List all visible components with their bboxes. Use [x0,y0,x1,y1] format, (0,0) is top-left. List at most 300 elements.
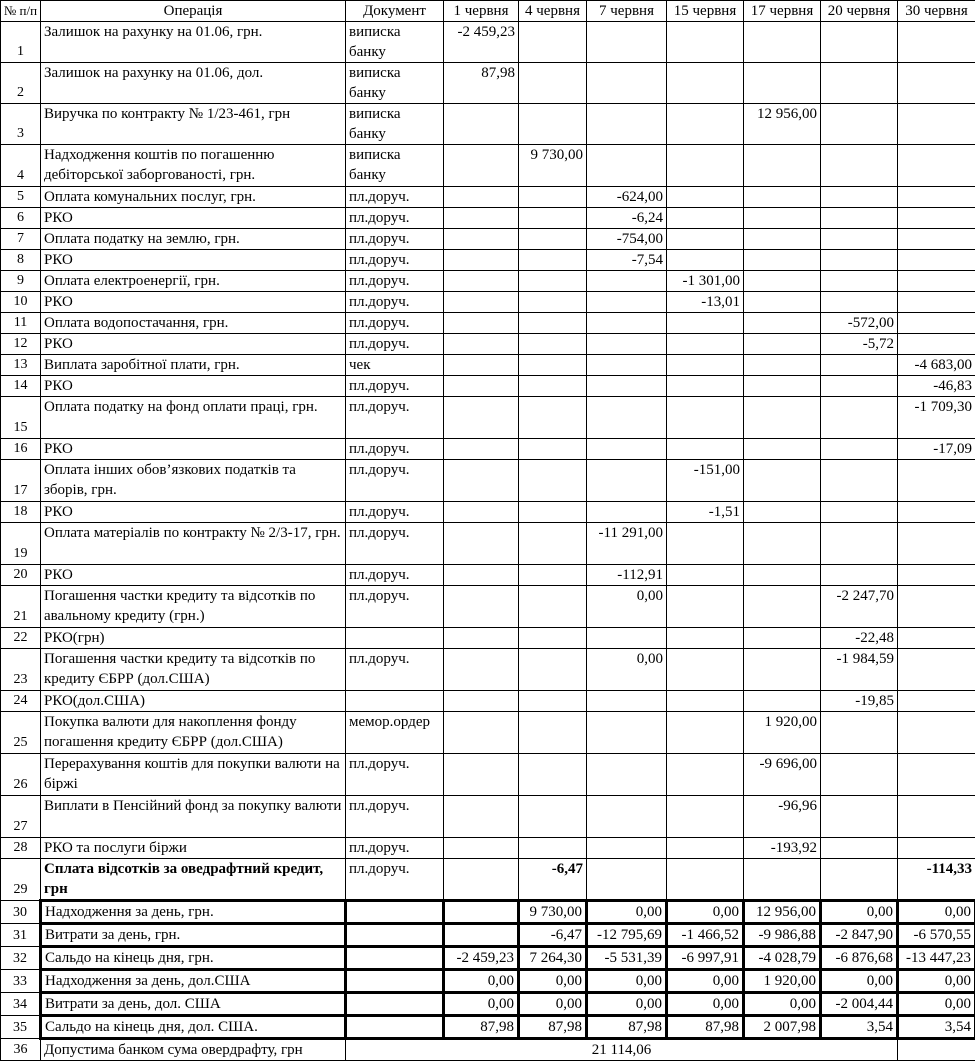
table-row [1,838,975,859]
table-row [1,947,975,970]
value-cell [444,796,519,838]
table-row [1,104,975,145]
row-number-cell: 18 [1,502,41,523]
value-cell: 3,54 [821,1016,898,1039]
value-cell [744,355,821,376]
operation-cell: Оплата інших обов’язкових податків та зборів, грн. [41,460,346,502]
value-cell [519,565,587,586]
value-cell: 7 264,30 [519,947,587,970]
value-cell: 9 730,00 [519,145,587,187]
table-row [1,439,975,460]
table-row [1,1016,975,1039]
document-cell: пл.доруч. [346,376,444,397]
value-cell: 0,00 [821,970,898,993]
value-cell: 0,00 [667,970,744,993]
table-row [1,691,975,712]
value-cell: -1 709,30 [898,397,975,439]
value-cell [519,250,587,271]
operation-cell: Оплата електроенергії, грн. [41,271,346,292]
value-cell: -6 570,55 [898,924,975,947]
value-cell: 87,98 [444,63,519,104]
value-cell [587,313,667,334]
row-number-cell: 19 [1,523,41,565]
row-number-cell: 32 [1,947,41,970]
value-cell [821,796,898,838]
value-cell [821,355,898,376]
document-cell: пл.доруч. [346,313,444,334]
operation-cell: Сальдо на кінець дня, дол. США. [41,1016,346,1039]
value-cell [667,523,744,565]
value-cell: 1 920,00 [744,970,821,993]
value-cell [821,523,898,565]
value-cell [898,334,975,355]
value-cell [667,397,744,439]
value-cell: -7,54 [587,250,667,271]
document-cell: мемор.ордер [346,712,444,754]
row-number-cell: 11 [1,313,41,334]
value-cell [444,355,519,376]
value-cell [744,523,821,565]
value-cell [444,313,519,334]
value-cell [519,523,587,565]
value-cell [587,712,667,754]
value-cell [587,22,667,63]
value-cell: -22,48 [821,628,898,649]
value-cell [744,145,821,187]
value-cell: -13 447,23 [898,947,975,970]
operation-cell: Виплати в Пенсійний фонд за покупку валюти [41,796,346,838]
operation-cell: РКО [41,376,346,397]
value-cell: -4 028,79 [744,947,821,970]
value-cell [519,586,587,628]
value-cell: 0,00 [587,970,667,993]
value-cell: 0,00 [444,970,519,993]
operation-cell: Надходження коштів по погашенню дебіторської заборгованості, грн. [41,145,346,187]
value-cell [821,292,898,313]
value-cell [898,796,975,838]
value-cell [744,691,821,712]
value-cell [667,145,744,187]
table-row [1,649,975,691]
value-cell [744,313,821,334]
value-cell [587,691,667,712]
value-cell: 0,00 [744,993,821,1016]
document-cell [346,970,444,993]
value-cell [898,104,975,145]
value-cell [444,502,519,523]
header-row [1,1,975,22]
value-cell: -2 247,70 [821,586,898,628]
value-cell: 0,00 [667,901,744,924]
value-cell: -4 683,00 [898,355,975,376]
value-cell [821,397,898,439]
value-cell [519,292,587,313]
table-row [1,229,975,250]
value-cell [444,838,519,859]
operation-cell: РКО та послуги біржи [41,838,346,859]
value-cell: 12 956,00 [744,901,821,924]
value-cell [898,691,975,712]
value-cell [519,754,587,796]
document-cell: пл.доруч. [346,586,444,628]
value-cell [898,712,975,754]
value-cell [444,901,519,924]
row-number-cell: 4 [1,145,41,187]
document-cell: пл.доруч. [346,460,444,502]
value-cell [898,754,975,796]
empty-cell [898,1039,975,1061]
value-cell [444,523,519,565]
value-cell [744,439,821,460]
value-cell [519,397,587,439]
value-cell [667,859,744,901]
value-cell [821,208,898,229]
value-cell: 12 956,00 [744,104,821,145]
value-cell [519,229,587,250]
document-cell: виписка банку [346,22,444,63]
value-cell [519,691,587,712]
value-cell: -193,92 [744,838,821,859]
value-cell [519,104,587,145]
value-cell [667,796,744,838]
operation-cell: Виплата заробітної плати, грн. [41,355,346,376]
value-cell [667,628,744,649]
value-cell: -114,33 [898,859,975,901]
value-cell [519,796,587,838]
table-row [1,712,975,754]
value-cell [821,271,898,292]
column-header-date: 1 червня [444,1,519,22]
document-cell: чек [346,355,444,376]
operation-cell: Виручка по контракту № 1/23-461, грн [41,104,346,145]
value-cell: 3,54 [898,1016,975,1039]
value-cell [821,754,898,796]
value-cell [898,271,975,292]
column-header-number: № п/п [1,1,41,22]
operation-cell: Допустима банком сума овердрафту, грн [41,1039,346,1061]
value-cell [667,649,744,691]
value-cell [744,859,821,901]
value-cell: -96,96 [744,796,821,838]
row-number-cell: 33 [1,970,41,993]
value-cell [444,187,519,208]
value-cell [898,565,975,586]
value-cell [444,439,519,460]
document-cell: виписка банку [346,104,444,145]
document-cell: пл.доруч. [346,334,444,355]
row-number-cell: 14 [1,376,41,397]
value-cell [667,439,744,460]
value-cell [898,22,975,63]
value-cell [821,187,898,208]
value-cell [667,712,744,754]
value-cell: 0,00 [587,649,667,691]
table-row [1,250,975,271]
value-cell: -1 466,52 [667,924,744,947]
value-cell [587,334,667,355]
value-cell: -6,24 [587,208,667,229]
value-cell [444,712,519,754]
value-cell: -12 795,69 [587,924,667,947]
row-number-cell: 10 [1,292,41,313]
value-cell [444,229,519,250]
table-row [1,334,975,355]
value-cell [519,313,587,334]
document-cell: пл.доруч. [346,523,444,565]
operation-cell: РКО [41,208,346,229]
value-cell [821,565,898,586]
value-cell [444,271,519,292]
value-cell: 87,98 [519,1016,587,1039]
value-cell: -1 301,00 [667,271,744,292]
document-cell: пл.доруч. [346,292,444,313]
table-row [1,22,975,63]
value-cell [898,208,975,229]
value-cell [587,376,667,397]
operation-cell: РКО [41,502,346,523]
value-cell [587,796,667,838]
table-row [1,271,975,292]
value-cell [744,63,821,104]
value-cell [519,355,587,376]
value-cell [821,376,898,397]
value-cell [444,250,519,271]
value-cell [898,502,975,523]
value-cell [667,63,744,104]
value-cell [821,250,898,271]
value-cell [519,628,587,649]
operation-cell: Оплата матеріалів по контракту № 2/3-17, грн. [41,523,346,565]
table-row [1,208,975,229]
value-cell: -754,00 [587,229,667,250]
operation-cell: Залишок на рахунку на 01.06, дол. [41,63,346,104]
column-header-date: 17 червня [744,1,821,22]
value-cell: -17,09 [898,439,975,460]
document-cell: пл.доруч. [346,502,444,523]
value-cell [744,187,821,208]
table-row [1,993,975,1016]
operation-cell: Погашення частки кредиту та відсотків по авальному кредиту (грн.) [41,586,346,628]
value-cell: -6,47 [519,924,587,947]
value-cell [667,586,744,628]
document-cell: пл.доруч. [346,208,444,229]
value-cell [821,104,898,145]
value-cell [587,460,667,502]
value-cell: 0,00 [898,901,975,924]
value-cell: 1 920,00 [744,712,821,754]
value-cell [744,649,821,691]
row-number-cell: 34 [1,993,41,1016]
table-row [1,565,975,586]
table-row [1,754,975,796]
operation-cell: Надходження за день, грн. [41,901,346,924]
document-cell [346,691,444,712]
row-number-cell: 27 [1,796,41,838]
column-header-date: 7 червня [587,1,667,22]
value-cell: -2 004,44 [821,993,898,1016]
operation-cell: Покупка валюти для накоплення фонду погашення кредиту ЄБРР (дол.США) [41,712,346,754]
value-cell [519,439,587,460]
row-number-cell: 16 [1,439,41,460]
document-cell: пл.доруч. [346,271,444,292]
value-cell [898,313,975,334]
value-cell [444,924,519,947]
row-number-cell: 17 [1,460,41,502]
value-cell [821,712,898,754]
value-cell [744,565,821,586]
value-cell: 87,98 [587,1016,667,1039]
table-row [1,796,975,838]
value-cell [444,334,519,355]
value-cell [821,229,898,250]
value-cell [444,376,519,397]
document-cell: пл.доруч. [346,439,444,460]
column-header-date: 4 червня [519,1,587,22]
value-cell [587,859,667,901]
value-cell [744,208,821,229]
value-cell: 9 730,00 [519,901,587,924]
operation-cell: Витрати за день, дол. США [41,993,346,1016]
value-cell: -13,01 [667,292,744,313]
row-number-cell: 21 [1,586,41,628]
row-number-cell: 2 [1,63,41,104]
value-cell: 0,00 [587,586,667,628]
operation-cell: РКО(грн) [41,628,346,649]
value-cell [519,376,587,397]
value-cell [744,460,821,502]
value-cell: 87,98 [667,1016,744,1039]
operation-cell: Оплата комунальних послуг, грн. [41,187,346,208]
operation-cell: Витрати за день, грн. [41,924,346,947]
value-cell: -11 291,00 [587,523,667,565]
value-cell [519,838,587,859]
table-row [1,355,975,376]
row-number-cell: 20 [1,565,41,586]
value-cell [821,145,898,187]
value-cell: 0,00 [898,993,975,1016]
row-number-cell: 36 [1,1039,41,1061]
value-cell [898,292,975,313]
value-cell [898,250,975,271]
document-cell: пл.доруч. [346,838,444,859]
value-cell [744,271,821,292]
value-cell [444,565,519,586]
value-cell: 2 007,98 [744,1016,821,1039]
row-number-cell: 31 [1,924,41,947]
row-number-cell: 22 [1,628,41,649]
value-cell [444,628,519,649]
document-cell [346,993,444,1016]
value-cell [519,63,587,104]
value-cell [519,460,587,502]
value-cell: 0,00 [519,970,587,993]
row-number-cell: 13 [1,355,41,376]
operation-cell: Оплата водопостачання, грн. [41,313,346,334]
document-cell: пл.доруч. [346,796,444,838]
row-number-cell: 8 [1,250,41,271]
value-cell [898,187,975,208]
value-cell [667,104,744,145]
value-cell: 0,00 [587,993,667,1016]
value-cell [519,208,587,229]
document-cell: пл.доруч. [346,397,444,439]
value-cell [744,628,821,649]
document-cell: виписка банку [346,145,444,187]
operation-cell: Перерахування коштів для покупки валюти на біржі [41,754,346,796]
value-cell: -624,00 [587,187,667,208]
operation-cell: РКО(дол.США) [41,691,346,712]
value-cell [744,229,821,250]
value-cell: 0,00 [667,993,744,1016]
value-cell [444,586,519,628]
value-cell [444,145,519,187]
value-cell [898,460,975,502]
value-cell: -5 531,39 [587,947,667,970]
row-number-cell: 9 [1,271,41,292]
value-cell [587,754,667,796]
value-cell: -46,83 [898,376,975,397]
value-cell [667,376,744,397]
table-row [1,292,975,313]
value-cell: 0,00 [444,993,519,1016]
value-cell [519,334,587,355]
row-number-cell: 3 [1,104,41,145]
value-cell [744,22,821,63]
value-cell [444,292,519,313]
document-cell: виписка банку [346,63,444,104]
row-number-cell: 23 [1,649,41,691]
value-cell [444,754,519,796]
row-number-cell: 28 [1,838,41,859]
column-header-document: Документ [346,1,444,22]
value-cell [444,104,519,145]
table-row [1,376,975,397]
table-row [1,502,975,523]
value-cell: 0,00 [587,901,667,924]
table-row [1,1039,975,1061]
value-cell [898,229,975,250]
operation-cell: Погашення частки кредиту та відсотків по кредиту ЄБРР (дол.США) [41,649,346,691]
document-cell [346,628,444,649]
value-cell [744,397,821,439]
value-cell [898,145,975,187]
row-number-cell: 5 [1,187,41,208]
value-cell [444,208,519,229]
table-row [1,586,975,628]
value-cell [744,292,821,313]
table-row [1,397,975,439]
value-cell [587,145,667,187]
document-cell: пл.доруч. [346,754,444,796]
value-cell [821,838,898,859]
value-cell [587,397,667,439]
operation-cell: Оплата податку на землю, грн. [41,229,346,250]
row-number-cell: 26 [1,754,41,796]
row-number-cell: 7 [1,229,41,250]
operation-cell: РКО [41,565,346,586]
table-row [1,460,975,502]
value-cell [667,565,744,586]
value-cell [587,63,667,104]
value-cell [667,208,744,229]
value-cell [667,22,744,63]
value-cell [587,271,667,292]
value-cell: 0,00 [821,901,898,924]
operation-cell: Залишок на рахунку на 01.06, грн. [41,22,346,63]
value-cell: -2 847,90 [821,924,898,947]
operation-cell: РКО [41,334,346,355]
table-row [1,901,975,924]
